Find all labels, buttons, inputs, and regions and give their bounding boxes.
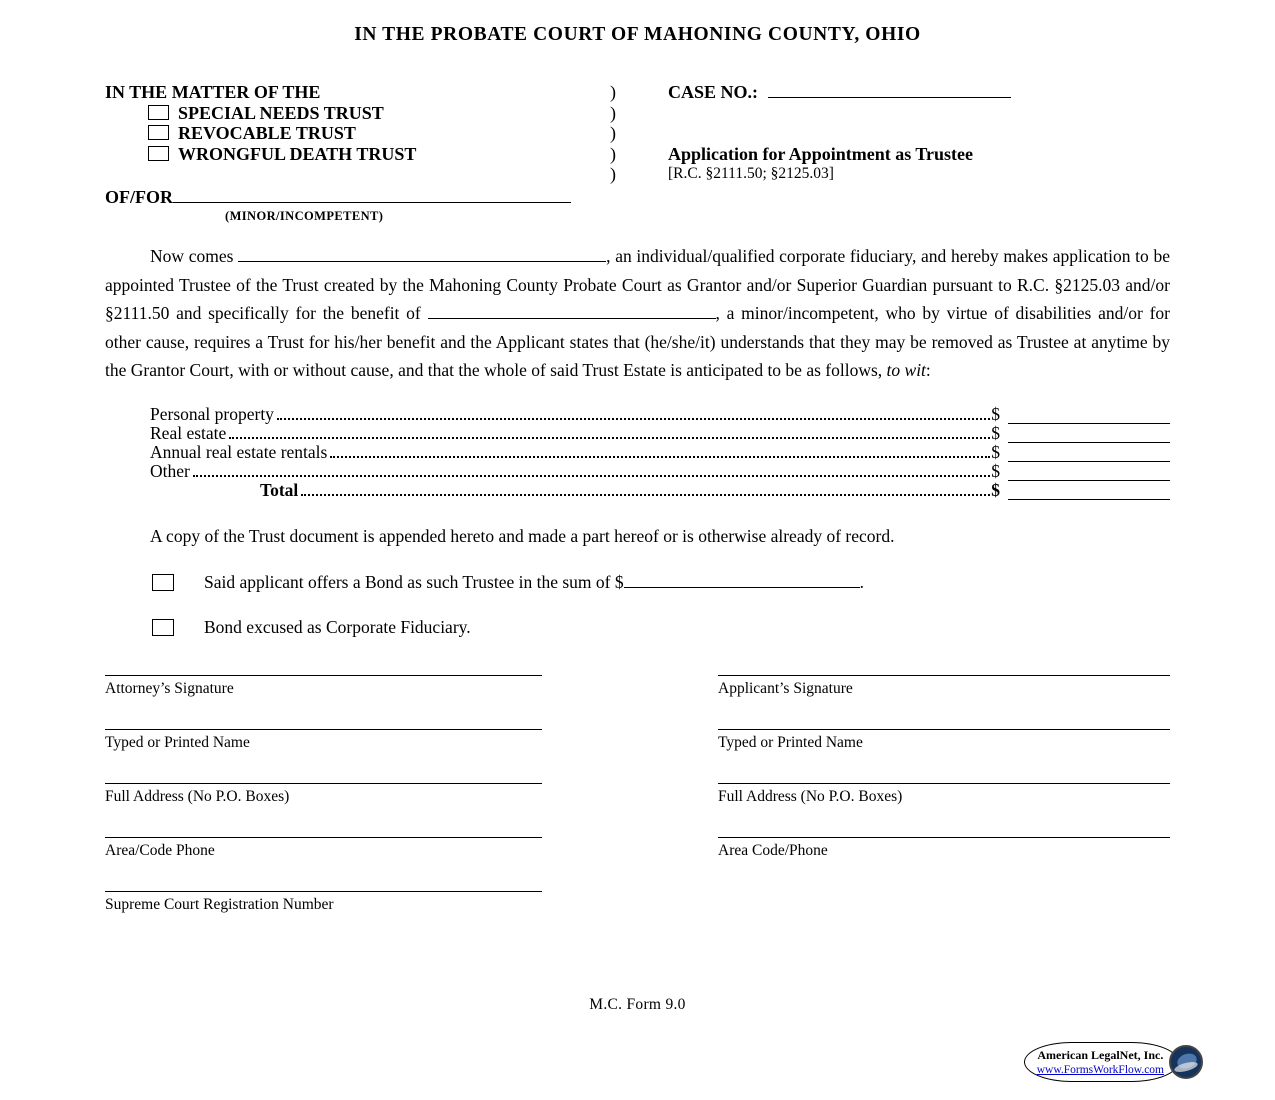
paragraph-text-c: , a minor/incompetent, who by virtue of disabilities and/or for other cause, requires a Trust for his/her benefit and the Applicant states that (he/she/it) understands that they may be removed as Trustee at anytime by the Grantor Court, with or without cause, and that the whole of said Trust Estate is anticipated to be as follows, — [105, 303, 1171, 381]
wrongful-death-trust-row — [105, 144, 610, 165]
asset-label: Personal property — [150, 403, 274, 424]
caption-left-column — [105, 82, 610, 185]
applicant-name-blank-field[interactable] — [238, 248, 606, 262]
applicant-signature-block — [718, 675, 1170, 698]
bond-offer-row — [152, 571, 1170, 593]
applicant-address-label: Full Address (No P.O. Boxes) — [718, 788, 903, 806]
revocable-trust-checkbox[interactable] — [148, 125, 169, 140]
bond-excused-row — [152, 616, 1170, 638]
annual-rentals-amount-field[interactable] — [1008, 448, 1170, 462]
paragraph-text-b: , an individual/qualified corporate fiduciary, and hereby makes application to be appointed Trustee of the Trust created by the Mahoning County Probate Court as Grantor and/or Superior Guardian pursuant to R.C. §2125.03 and/or §2111.50 and specifically for the benefit of — [105, 245, 1171, 324]
trust-estate-list — [150, 405, 1170, 500]
asset-row-other — [150, 462, 1170, 481]
attorney-printed-name-block — [105, 729, 542, 752]
caption-parens-column — [610, 82, 668, 185]
attorney-address-block — [105, 783, 542, 806]
statute-reference: [R.C. §2111.50; §2125.03] — [668, 165, 834, 183]
applicant-signature-column — [718, 675, 1170, 945]
dot-leader — [229, 437, 990, 439]
bond-amount-blank-field[interactable] — [624, 574, 860, 588]
attorney-signature-block — [105, 675, 542, 698]
offor-row — [105, 185, 1170, 209]
american-legalnet-globe-logo — [1169, 1045, 1203, 1079]
caption-paren: ) — [610, 82, 616, 102]
dollar-sign: $ — [991, 479, 1000, 500]
revocable-trust-row — [105, 123, 610, 144]
bond-offer-checkbox[interactable] — [152, 574, 174, 591]
wrongful-death-trust-checkbox[interactable] — [148, 146, 169, 161]
attorney-registration-block — [105, 891, 542, 914]
applicant-address-block — [718, 783, 1170, 806]
case-number-row — [668, 82, 1170, 103]
dollar-sign: $ — [991, 422, 1000, 443]
caption-paren: ) — [610, 143, 616, 164]
attorney-signature-label: Attorney’s Signature — [105, 680, 234, 698]
applicant-phone-block — [718, 837, 1170, 860]
caption-paren: ) — [610, 164, 616, 185]
american-legalnet-badge — [1024, 1042, 1203, 1082]
bond-offer-text: Said applicant offers a Bond as such Trustee in the sum of $ — [204, 572, 624, 593]
applicant-signature-label: Applicant’s Signature — [718, 680, 853, 698]
total-label: Total — [260, 479, 299, 500]
signature-section — [105, 675, 1170, 945]
matter-label: IN THE MATTER OF THE — [105, 82, 321, 102]
asset-row-real-estate — [150, 424, 1170, 443]
minor-incompetent-note: (MINOR/INCOMPETENT) — [225, 208, 384, 223]
bond-offer-period: . — [859, 572, 864, 593]
beneficiary-name-blank-field[interactable] — [428, 305, 716, 319]
paragraph-text-a: Now comes — [150, 245, 239, 266]
applicant-printed-name-label: Typed or Printed Name — [718, 734, 863, 752]
dot-leader — [330, 456, 990, 458]
application-paragraph — [105, 242, 1170, 385]
case-number-blank-field[interactable] — [768, 83, 1011, 98]
attorney-phone-label: Area/Code Phone — [105, 842, 215, 860]
asset-label: Annual real estate rentals — [150, 441, 328, 462]
asset-row-personal-property — [150, 405, 1170, 424]
american-legalnet-company: American LegalNet, Inc. — [1037, 1048, 1164, 1062]
applicant-printed-name-block — [718, 729, 1170, 752]
bond-excused-checkbox[interactable] — [152, 619, 174, 636]
personal-property-amount-field[interactable] — [1008, 410, 1170, 424]
case-number-label: CASE NO.: — [668, 82, 759, 102]
offor-label: OF/FOR — [105, 186, 173, 207]
real-estate-amount-field[interactable] — [1008, 429, 1170, 443]
attorney-registration-label: Supreme Court Registration Number — [105, 896, 334, 914]
caption-paren: ) — [610, 102, 616, 123]
attorney-printed-name-label: Typed or Printed Name — [105, 734, 250, 752]
formsworkflow-link[interactable]: www.FormsWorkFlow.com — [1036, 1064, 1164, 1076]
other-amount-field[interactable] — [1008, 467, 1170, 481]
applicant-phone-label: Area Code/Phone — [718, 842, 828, 860]
dot-leader — [193, 475, 990, 477]
wrongful-death-trust-label: WRONGFUL DEATH TRUST — [178, 143, 417, 164]
total-amount-field[interactable] — [1008, 486, 1170, 500]
to-wit-phrase: to wit — [886, 360, 926, 381]
form-number: M.C. Form 9.0 — [589, 996, 686, 1013]
attorney-phone-block — [105, 837, 542, 860]
american-legalnet-oval — [1024, 1042, 1179, 1082]
special-needs-trust-row — [105, 103, 610, 124]
offor-blank-field[interactable] — [173, 188, 571, 203]
trust-copy-paragraph: A copy of the Trust document is appended hereto and made a part hereof or is otherwise already of record. — [150, 525, 895, 546]
page-title: IN THE PROBATE COURT OF MAHONING COUNTY, OHIO — [354, 24, 921, 45]
application-title: Application for Appointment as Trustee — [668, 143, 974, 164]
special-needs-trust-label: SPECIAL NEEDS TRUST — [178, 102, 384, 123]
revocable-trust-label: REVOCABLE TRUST — [178, 123, 356, 144]
caption-spacer-row — [668, 103, 1170, 124]
attorney-signature-column — [105, 675, 542, 945]
dollar-sign: $ — [991, 441, 1000, 462]
dollar-sign: $ — [991, 403, 1000, 424]
caption-right-column — [668, 82, 1170, 185]
attorney-address-label: Full Address (No P.O. Boxes) — [105, 788, 290, 806]
paragraph-colon: : — [925, 360, 931, 381]
dollar-sign: $ — [991, 460, 1000, 481]
special-needs-trust-checkbox[interactable] — [148, 105, 169, 120]
asset-label: Other — [150, 460, 190, 481]
asset-row-total — [150, 481, 1170, 500]
caption-section — [105, 82, 1170, 185]
dot-leader — [277, 418, 990, 420]
dot-leader — [301, 494, 990, 496]
bond-excused-text: Bond excused as Corporate Fiduciary. — [204, 617, 471, 638]
asset-row-annual-rentals — [150, 443, 1170, 462]
caption-paren: ) — [610, 123, 616, 144]
caption-spacer-row — [668, 123, 1170, 144]
asset-label: Real estate — [150, 422, 227, 443]
